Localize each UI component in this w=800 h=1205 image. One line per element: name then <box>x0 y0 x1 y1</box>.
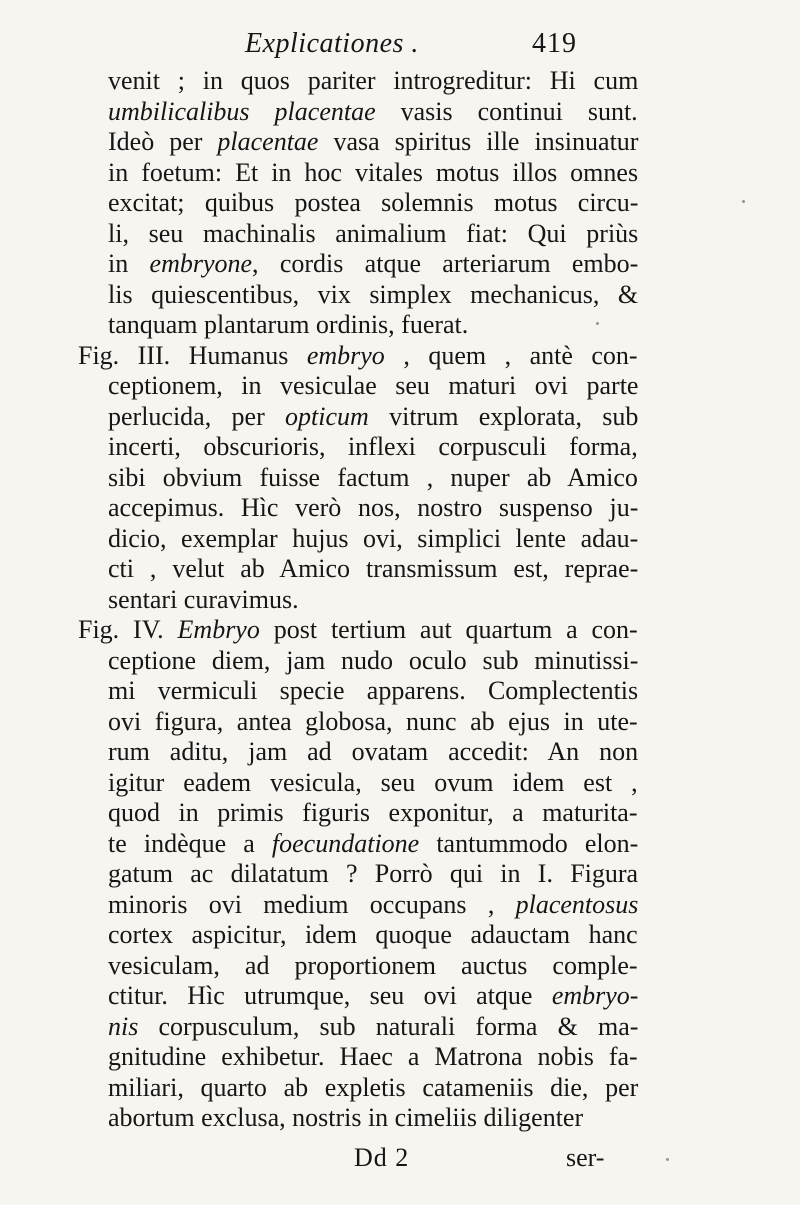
signature-mark: Dd 2 <box>354 1143 410 1172</box>
text-run: minoris ovi medium occupans , <box>108 890 516 919</box>
text-run: venit ; in quos pariter introgreditur: Hi cum <box>108 66 639 95</box>
text-line <box>108 280 638 310</box>
text-line <box>108 737 638 767</box>
running-title: Explicationes . <box>245 28 419 59</box>
text-run: post tertium aut quartum a con- <box>259 615 638 644</box>
paper-speck <box>596 322 599 325</box>
text-run: rum aditu, jam ad ovatam accedit: An non <box>108 737 639 766</box>
text-run: li, seu machinalis animalium fiat: Qui priùs <box>108 219 639 248</box>
text-line <box>108 127 638 157</box>
page-header <box>0 28 800 68</box>
italic-text: placentae <box>217 127 319 156</box>
text-line <box>108 158 638 188</box>
text-line <box>108 951 638 981</box>
text-line <box>108 920 638 950</box>
italic-text: embryo <box>306 341 385 370</box>
text-run: perlucida, per <box>108 402 286 431</box>
italic-text: umbilicalibus placentae <box>108 97 376 126</box>
italic-text: Embryo <box>177 615 260 644</box>
text-run: , cordis atque arteriarum embo- <box>252 249 639 278</box>
text-run: cortex aspicitur, idem quoque adauctam hanc <box>108 920 638 949</box>
text-run: te indèque a <box>108 829 272 858</box>
text-line <box>108 1073 638 1103</box>
text-run: quod in primis figuris exponitur, a maturita- <box>108 798 638 827</box>
italic-text: embryone <box>149 249 253 278</box>
text-line <box>108 493 638 523</box>
text-run: Fig. IV. <box>78 615 178 644</box>
text-run: gnitudine exhibetur. Haec a Matrona nobis fa- <box>108 1042 638 1071</box>
text-run: corpusculum, sub naturali forma & ma- <box>138 1012 639 1041</box>
text-line <box>108 432 638 462</box>
text-line <box>108 829 638 859</box>
page-number: 419 <box>532 28 577 59</box>
text-line <box>108 219 638 249</box>
text-run: ctitur. Hìc utrumque, seu ovi atque <box>108 981 552 1010</box>
text-run: ceptione diem, jam nudo oculo sub minutissi- <box>108 646 639 675</box>
italic-text: placentosus <box>515 890 639 919</box>
text-run: excitat; quibus postea solemnis motus circu- <box>108 188 639 217</box>
text-line <box>108 554 638 584</box>
text-run: vitrum explorata, sub <box>368 402 639 431</box>
text-run: vesiculam, ad proportionem auctus comple- <box>108 951 638 980</box>
text-run: dicio, exemplar hujus ovi, simplici lente adau- <box>108 524 639 553</box>
text-run: accepimus. Hìc verò nos, nostro suspenso ju- <box>108 493 639 522</box>
italic-text: foecundatione <box>271 829 420 858</box>
text-line <box>108 646 638 676</box>
text-run: in foetum: Et in hoc vitales motus illos omnes <box>108 158 639 187</box>
italic-text: opticum <box>285 402 369 431</box>
text-line <box>108 585 299 615</box>
text-line <box>108 463 638 493</box>
text-run: abortum exclusa, nostris in cimeliis diligenter <box>108 1103 584 1132</box>
text-line <box>108 1042 638 1072</box>
text-run: cti , velut ab Amico transmissum est, reprae- <box>108 554 639 583</box>
text-line <box>108 188 638 218</box>
text-line <box>108 981 638 1011</box>
text-line <box>108 1012 638 1042</box>
text-run: Fig. III. Humanus <box>78 341 307 370</box>
text-run: gatum ac dilatatum ? Porrò qui in I. Figura <box>108 859 639 888</box>
italic-text: embryo- <box>551 981 639 1010</box>
text-line <box>108 524 638 554</box>
text-run: in <box>108 249 150 278</box>
text-run: ceptionem, in vesiculae seu maturi ovi parte <box>108 371 639 400</box>
text-run: , quem , antè con- <box>384 341 638 370</box>
text-run: incerti, obscurioris, inflexi corpusculi forma, <box>108 432 638 461</box>
text-run: miliari, quarto ab expletis catameniis die, per <box>108 1073 639 1102</box>
text-line <box>108 371 638 401</box>
text-run: sibi obvium fuisse factum , nuper ab Amico <box>108 463 638 492</box>
text-line <box>78 341 638 371</box>
italic-text: nis <box>108 1012 139 1041</box>
text-run: Ideò per <box>108 127 218 156</box>
text-run: sentari curavimus. <box>108 585 299 614</box>
paper-speck <box>742 200 745 203</box>
text-line <box>108 859 638 889</box>
paper-speck <box>666 1158 669 1161</box>
text-run: lis quiescentibus, vix simplex mechanicus, & <box>108 280 639 309</box>
text-line <box>108 402 638 432</box>
text-line <box>78 615 638 645</box>
text-line <box>108 249 638 279</box>
text-run: ovi figura, antea globosa, nunc ab ejus in ute- <box>108 707 638 736</box>
text-line <box>108 1103 583 1133</box>
text-line <box>108 798 638 828</box>
text-line <box>108 890 638 920</box>
page-footer <box>0 1143 800 1179</box>
text-run: vasis continui sunt. <box>375 97 638 126</box>
text-line <box>108 707 638 737</box>
text-line <box>108 310 468 340</box>
text-run: mi vermiculi specie apparens. Complectentis <box>108 676 639 705</box>
text-run: igitur eadem vesicula, seu ovum idem est , <box>108 768 638 797</box>
text-line <box>108 66 638 96</box>
text-line <box>108 768 638 798</box>
catchword: ser- <box>566 1143 605 1172</box>
text-line <box>108 97 638 127</box>
text-run: tantummodo elon- <box>419 829 639 858</box>
text-run: vasa spiritus ille insinuatur <box>318 127 639 156</box>
text-line <box>108 676 638 706</box>
text-run: tanquam plantarum ordinis, fuerat. <box>108 310 469 339</box>
